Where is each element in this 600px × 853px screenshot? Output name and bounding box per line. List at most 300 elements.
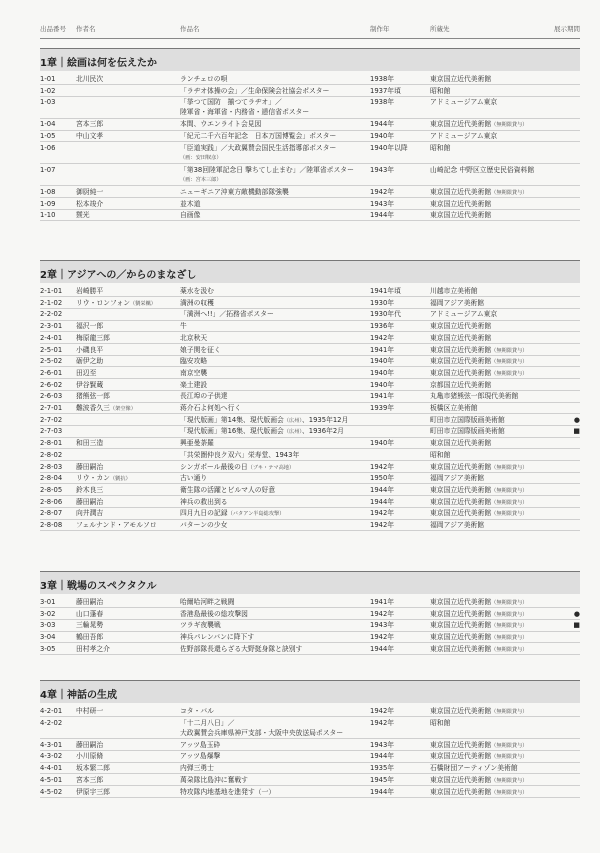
work-title-text: 特攻隊内地基地を進発す（一） [180,787,276,796]
work-title [180,751,220,761]
work-title [180,718,234,728]
row-divider [40,220,580,221]
owner-name [430,763,518,773]
item-number: 2-8-06 [40,497,63,506]
work-title [180,391,228,401]
work-title-text: 満洲の収穫 [180,298,214,307]
artist-name [76,380,103,390]
owner-note: （無期限貸与） [491,499,528,506]
owner-note: （無期限貸与） [491,754,528,761]
owner-name [430,718,450,728]
artist-text: 小川原脩 [76,752,104,761]
owner-text: 東京国立近代美術館 [430,75,492,83]
owner-text: 東京国立近代美術館 [430,644,492,653]
period-mark-icon: ■ [573,427,580,436]
production-year: 1943年 [370,199,395,208]
artist-text: 坂本繁二郎 [76,764,110,773]
production-year: 1942年 [370,509,395,518]
owner-name [430,426,505,436]
header-no: 出品番号 [40,25,66,33]
owner-text: 東京国立近代美術館 [430,120,492,129]
production-year: 1942年 [370,462,395,471]
owner-text: 福岡アジア美術館 [430,474,485,483]
item-number: 1-06 [40,143,56,152]
production-year: 1941年頃 [370,287,401,295]
artist-name [76,751,103,761]
artist-text: 靉光 [76,211,90,220]
owner-text: 東京国立近代美術館 [430,633,492,642]
item-number: 2-8-04 [40,474,63,483]
item-number: 2-7-01 [40,404,63,412]
artist-text: 藤田嗣治 [76,462,104,471]
work-title-text: 自画像 [180,211,201,220]
work-title [180,520,227,530]
artist-text: 宮本三郎 [76,775,104,784]
item-number: 2-8-01 [40,439,63,448]
work-title [180,86,329,96]
work-title-text: コタ・バル [180,707,214,715]
work-title-text: 萬朶隊比島沖に奮戦す [180,775,248,784]
production-year: 1943年 [370,621,395,630]
work-title-text: 牛 [180,322,187,331]
production-year: 1938年 [370,98,395,107]
item-number: 2-1-01 [40,287,63,295]
work-title-text: アッツ島玉砕 [180,740,221,749]
work-title-text: 「ラヂオ体操の会」／生命保険会社協会ポスター [180,86,330,95]
work-title-text: 蒋介石よ何処へ行く [180,404,242,412]
production-year: 1940年 [370,368,395,377]
work-title [180,787,275,797]
owner-name [430,165,534,175]
artist-text: 向井潤吉 [76,509,104,518]
artist-name [76,609,103,619]
owner-text: 東京国立近代美術館 [430,211,492,220]
chapter-title: 4章｜神話の生成 [40,690,117,701]
header-period: 展示期間 [554,25,580,33]
work-title-text: 並木道 [180,199,201,208]
work-title-text: 佐野部隊長還らざる大野挺身隊と訣別す [180,644,303,653]
artist-name [76,321,103,331]
item-number: 2-6-03 [40,392,63,401]
work-title-text: シンガポール最後の日 [180,462,248,471]
chapter-heading [40,571,580,594]
production-year: 1942年 [370,633,395,642]
item-number: 2-1-02 [40,298,63,307]
row-divider [40,209,580,210]
header-divider [40,38,580,39]
item-number: 2-7-02 [40,415,63,424]
work-title-line2: 陸軍省・海軍省・内務省・逓信省ポスター [180,108,310,117]
item-number: 3-04 [40,633,56,642]
artist-name [76,131,103,141]
production-year: 1936年 [370,322,395,331]
artist-text: 田村孝之介 [76,644,110,653]
owner-text: 東京国立近代美術館 [430,462,492,471]
work-title [180,497,228,507]
work-title [180,187,289,197]
artist-text: 田辺至 [76,368,97,377]
item-number: 1-01 [40,75,56,83]
owner-name [430,210,491,220]
row-divider [40,448,580,449]
production-year: 1945年 [370,775,395,784]
work-title-text: アッツ島爆撃 [180,752,221,761]
work-title-text: ニューギニア沖東方敵機動部隊強襲 [180,187,289,196]
owner-text: 東京国立近代美術館 [430,752,492,761]
owner-text: アドミュージアム東京 [430,132,498,141]
item-number: 2-2-02 [40,310,63,319]
work-title [180,321,187,331]
owner-text: 川越市立美術館 [430,287,478,295]
owner-text: 昭和館 [430,450,451,459]
artist-name [76,438,103,448]
work-title [180,740,220,750]
work-title [180,333,207,343]
production-year: 1944年 [370,787,395,796]
work-title-note: （広州） [283,417,302,424]
production-year: 1950年 [370,474,395,483]
production-year: 1944年 [370,497,395,506]
owner-name [430,380,491,390]
work-title-text: 衛生隊の活躍とビルマ人の好意 [180,485,276,494]
artist-text: リウ・カン [76,474,110,483]
artist-text: 藤田嗣治 [76,497,104,506]
owner-text: 東京国立近代美術館 [430,322,492,331]
production-year: 1943年 [370,740,395,749]
item-number: 3-02 [40,609,56,618]
period-mark-icon: ● [573,609,580,618]
owner-text: 丸亀市猪熊弦一郎現代美術館 [430,392,519,401]
period-mark-icon: ■ [573,621,580,630]
owner-name [430,415,505,425]
artist-name [76,356,103,366]
artist-text: フェルナンド・アモルソロ [76,521,157,529]
artist-text: リウ・ロンフォン [76,298,131,307]
artist-text: 御厨純一 [76,187,104,196]
item-number: 2-8-02 [40,450,63,459]
work-title-text: 「臣道実践」／大政翼賛会国民生活指導部ポスター [180,143,337,152]
owner-text: 福岡アジア美術館 [430,521,485,529]
item-number: 4-2-01 [40,707,63,715]
artist-note: （架空像） [109,406,136,412]
item-number: 2-6-01 [40,368,63,377]
artist-name [76,520,157,530]
artist-note: （劉栄楓） [130,300,156,307]
owner-note: （無期限貸与） [491,511,528,518]
production-year: 1942年 [370,521,395,529]
work-title [180,775,248,785]
artist-name [76,462,103,472]
production-year: 1942年 [370,609,395,618]
artist-name [76,620,103,630]
item-number: 1-02 [40,86,56,95]
work-title-text: 四月九日の記録 [180,509,228,518]
owner-name [430,391,518,401]
production-year: 1941年 [370,345,395,354]
artist-name [76,485,103,495]
owner-text: 東京国立近代美術館 [430,439,492,448]
artist-text: 福沢一郎 [76,322,104,331]
production-year: 1942年 [370,333,395,342]
artist-name [76,286,103,296]
artist-name [76,74,103,84]
work-title-tail: 、1935年12月 [301,415,349,424]
owner-name [430,438,491,448]
artist-text: 三輪晁勢 [76,621,104,630]
item-number: 3-01 [40,598,56,606]
work-title-text: 「第38回陸軍記念日 撃ちてし止まむ」／陸軍省ポスター [180,165,354,174]
owner-name [430,74,491,84]
owner-text: 町田市立国際版画美術館 [430,427,505,436]
owner-note: （無期限貸与） [491,487,528,494]
artist-name [76,368,96,378]
owner-name [430,97,497,107]
owner-text: 東京国立近代美術館 [430,485,492,494]
owner-name [430,286,478,296]
chapter-heading [40,48,580,71]
chapter-heading [40,680,580,703]
artist-name [76,597,103,607]
owner-text: 東京国立近代美術館 [430,609,492,618]
item-number: 1-05 [40,132,56,141]
owner-name [430,473,484,483]
work-title-text: 臨安攻略 [180,357,208,366]
owner-note: （無期限貸与） [491,646,528,653]
row-divider [40,437,580,438]
owner-text: 山崎記念 中野区立歴史民俗資料館 [430,165,535,174]
item-number: 4-3-01 [40,740,63,749]
work-title-text: 長江埠の子供達 [180,392,228,401]
owner-text: 板橋区立美術館 [430,404,478,412]
chapter-title: 3章｜戦場のスペクタクル [40,581,157,592]
production-year: 1944年 [370,120,395,129]
artist-text: 松本竣介 [76,199,104,208]
owner-text: 石橋財団アーティゾン美術館 [430,764,518,773]
work-title-text: 「現代版画」第16集、現代版画会 [180,427,284,436]
owner-note: （無期限貸与） [491,789,528,796]
item-number: 2-8-08 [40,521,63,529]
owner-note: （無期限貸与） [491,464,528,471]
artist-text: 猪熊弦一郎 [76,392,110,401]
production-year: 1944年 [370,211,395,220]
work-title [180,609,248,619]
owner-text: 東京国立近代美術館 [430,345,492,354]
owner-name [430,403,478,413]
item-number: 4-4-01 [40,764,63,773]
work-title [180,298,214,308]
artist-text: 宮本三郎 [76,120,104,129]
owner-text: 東京国立近代美術館 [430,775,492,784]
row-divider [40,197,580,198]
row-divider [40,331,580,332]
owner-text: 京都国立近代美術館 [430,380,492,389]
row-divider [40,530,580,531]
work-title [180,97,282,107]
item-number: 3-03 [40,621,56,630]
work-title-text: 古い通り [180,474,208,483]
item-number: 2-7-03 [40,427,63,436]
owner-note: （無期限貸与） [491,359,528,366]
item-number: 2-8-07 [40,509,63,518]
artist-name [76,775,103,785]
owner-note: （無期限貸与） [491,623,528,630]
work-title-credit: （画：宮本三郎） [180,176,222,183]
owner-note: （無期限貸与） [491,709,528,715]
owner-text: 東京国立近代美術館 [430,199,492,208]
work-title-text: ランチェロの唄 [180,75,228,83]
work-title [180,597,234,607]
work-title [180,309,274,319]
artist-name [76,787,110,797]
owner-text: 東京国立近代美術館 [430,187,492,196]
period-mark-icon: ● [573,415,580,424]
header-owner: 所蔵先 [430,25,450,33]
item-number: 2-8-05 [40,485,63,494]
owner-name [430,333,491,343]
work-title [180,74,227,84]
row-divider [40,654,580,655]
item-number: 2-4-01 [40,333,63,342]
production-year: 1940年以降 [370,143,408,152]
owner-text: 東京国立近代美術館 [430,598,492,606]
artist-name [76,119,103,129]
chapter-heading [40,260,580,283]
work-title [180,403,241,413]
work-title-text: 娘子関を征く [180,345,221,354]
artist-name [76,187,103,197]
chapter-title: 2章｜アジアへの／からのまなざし [40,270,197,281]
artist-name [76,333,110,343]
artist-name [76,199,103,209]
item-number: 2-5-02 [40,357,63,366]
work-title [180,286,214,296]
work-title [180,356,207,366]
work-title-tail: 、1936年2月 [301,427,344,436]
item-number: 1-07 [40,165,56,174]
owner-name [430,309,497,319]
owner-text: 昭和館 [430,86,451,95]
artist-name [76,210,90,220]
work-title-text: 内弾三勇士 [180,764,214,773]
work-title-text: 「十二月八日」／ [180,718,235,727]
owner-name [430,199,491,209]
artist-text: 鈴木良三 [76,485,104,494]
owner-name [430,86,450,96]
work-title-text: バターンの少女 [180,521,228,529]
production-year: 1941年 [370,392,395,401]
owner-text: 町田市立国際版画美術館 [430,415,505,424]
owner-note: （無期限貸与） [491,347,528,354]
owner-text: 東京国立近代美術館 [430,333,492,342]
owner-text: 東京国立近代美術館 [430,707,492,715]
production-year: 1944年 [370,644,395,653]
artist-note: （劉抗） [109,476,131,483]
artist-name [76,345,103,355]
row-divider [40,716,580,717]
production-year: 1930年代 [370,310,401,319]
artist-text: 岩崎勝平 [76,287,104,295]
work-title-text: 神兵の救出到る [180,497,228,506]
owner-note: （無期限貸与） [491,189,528,196]
item-number: 2-6-02 [40,380,63,389]
item-number: 4-3-02 [40,752,63,761]
artist-name [76,508,103,518]
production-year: 1939年 [370,404,395,412]
owner-note: （無期限貸与） [491,600,528,606]
item-number: 1-09 [40,199,56,208]
work-title-text: 哈爾哈河畔之戦闘 [180,598,235,606]
row-divider [40,797,580,798]
production-year: 1930年 [370,298,395,307]
work-title [180,131,336,141]
artist-text: 藤田嗣治 [76,740,104,749]
work-title-text: 薬水を汲む [180,287,214,295]
owner-text: 東京国立近代美術館 [430,787,492,796]
item-number: 4-2-02 [40,718,63,727]
item-number: 3-05 [40,644,56,653]
owner-name [430,298,484,308]
header-title: 作品名 [180,25,200,33]
work-title [180,380,207,390]
production-year: 1938年 [370,75,395,83]
work-title-text: 北京秋天 [180,333,208,342]
row-divider [40,320,580,321]
item-number: 4-5-01 [40,775,63,784]
work-title [180,473,207,483]
production-year: 1937年頃 [370,86,401,95]
owner-text: 福岡アジア美術館 [430,298,485,307]
owner-text: 東京国立近代美術館 [430,621,492,630]
owner-note: （無期限貸与） [491,742,528,749]
row-divider [40,96,580,97]
owner-text: 昭和館 [430,718,451,727]
owner-name [430,520,484,530]
owner-note: （無期限貸与） [491,370,528,377]
item-number: 2-5-01 [40,345,63,354]
owner-name [430,143,450,153]
artist-text: 中山文孝 [76,132,104,141]
artist-name [76,763,110,773]
work-title [180,644,302,654]
production-year: 1942年 [370,187,395,196]
owner-note: （無期限貸与） [491,122,528,129]
item-number: 1-03 [40,98,56,107]
owner-name [430,321,491,331]
work-title-credit: （画：安田靫彦） [180,154,222,161]
row-divider [40,378,580,379]
work-title [180,199,200,209]
artist-text: 伊谷賢蔵 [76,380,104,389]
work-title [180,706,214,716]
work-title [180,210,200,220]
artist-name [76,497,103,507]
work-title-note: （ブキ・テマ高地） [247,464,295,471]
owner-text: 昭和館 [430,143,451,152]
work-title-text: 神兵パレンバンに降下す [180,633,255,642]
work-title-note: （バタアン半島総攻撃） [227,511,285,518]
work-title-text: ツラギ夜襲戦 [180,621,221,630]
production-year: 1935年 [370,764,395,773]
item-number: 1-08 [40,187,56,196]
artist-text: 梅原龍三郎 [76,333,110,342]
owner-note: （無期限貸与） [491,611,528,618]
owner-text: アドミュージアム東京 [430,310,498,319]
production-year: 1942年 [370,707,395,715]
artist-text: 北川民次 [76,75,104,83]
artist-text: 山口蓬春 [76,609,104,618]
owner-text: 東京国立近代美術館 [430,497,492,506]
artist-name [76,391,110,401]
